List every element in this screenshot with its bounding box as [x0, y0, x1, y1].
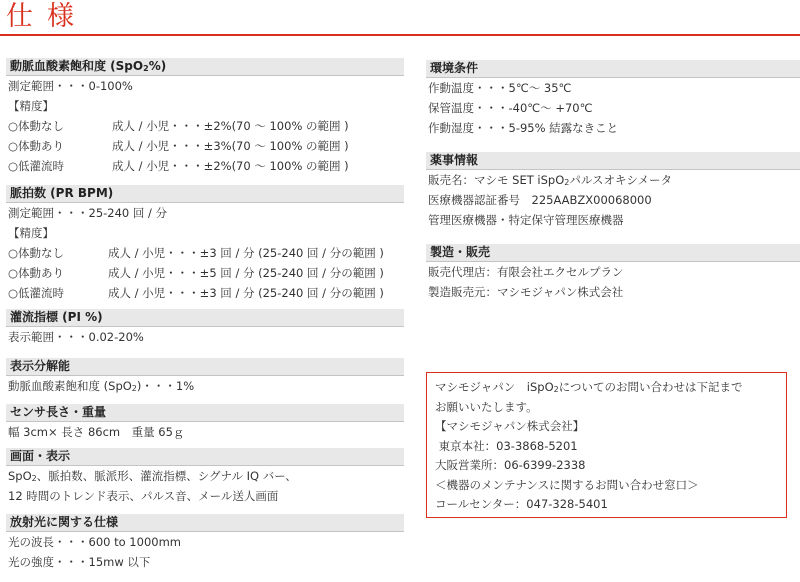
spo2-row: ○体動あり 成人 / 小児・・・±3%(70 〜 100% の範囲 ) [8, 139, 349, 153]
sales-row: 販売代理店：有限会社エクセルプラン [428, 265, 624, 279]
pi-range: 表示範囲・・・0.02-20% [8, 330, 144, 344]
section-heading-pharma: 薬事情報 [426, 152, 800, 170]
display-row: SpO$_2$、脈拍数、脈派形、灌流指標、シグナル IQ バー、 [8, 469, 297, 483]
environment-row: 作動湿度・・・5-95% 結露なきこと [428, 121, 619, 135]
section-heading-sensor: センサ長さ・重量 [6, 404, 404, 422]
radiation-row: 光の強度・・・15mw 以下 [8, 555, 151, 569]
section-heading-radiation: 放射光に関する仕様 [6, 514, 404, 532]
sensor-row: 幅 3cm× 長さ 86cm 重量 65ｇ [8, 425, 185, 439]
environment-row: 保管温度・・・-40℃〜 +70℃ [428, 101, 593, 115]
spo2-row: ○体動なし 成人 / 小児・・・±2%(70 〜 100% の範囲 ) [8, 119, 349, 133]
contact-phone-osaka: 大阪営業所：06-6399-2338 [435, 458, 586, 472]
contact-phone-callcenter: コールセンター：047-328-5401 [435, 497, 608, 511]
contact-phone-tokyo: 東京本社：03-3868-5201 [435, 438, 578, 453]
section-heading-spo2: 動脈血酸素飽和度 (SpO$_2$%) [6, 58, 404, 76]
pharma-row: 販売名：マシモ SET iSpO$_2$パルスオキシメータ [428, 173, 673, 187]
section-heading-display: 画面・表示 [6, 448, 404, 466]
sales-row: 製造販売元：マシモジャパン株式会社 [428, 285, 624, 299]
pharma-row: 管理医療機器・特定保守管理医療機器 [428, 213, 624, 227]
contact-line: お願いいたします。 [435, 399, 538, 414]
title-rule [0, 34, 800, 36]
section-heading-environment: 環境条件 [426, 60, 800, 78]
section-heading-resolution: 表示分解能 [6, 358, 404, 376]
section-heading-pr: 脈拍数 (PR BPM) [6, 185, 404, 203]
spo2-row: ○低灌流時 成人 / 小児・・・±2%(70 〜 100% の範囲 ) [8, 159, 349, 173]
pr-range: 測定範囲・・・25-240 回 / 分 [8, 206, 168, 220]
radiation-row: 光の波長・・・600 to 1000mm [8, 535, 181, 549]
contact-line: ＜機器のメンテナンスに関するお問い合わせ窓口＞ [435, 477, 699, 492]
contact-box [426, 372, 787, 518]
left-column [6, 58, 404, 572]
pr-row: ○体動あり 成人 / 小児・・・±5 回 / 分 (25-240 回 / 分の範囲 ) [8, 266, 384, 280]
contact-line: 【マシモジャパン株式会社】 [435, 419, 585, 433]
section-heading-pi: 灌流指標 (PI %) [6, 309, 404, 327]
pr-row: ○体動なし 成人 / 小児・・・±3 回 / 分 (25-240 回 / 分の範囲 ) [8, 246, 384, 260]
pr-row: ○低灌流時 成人 / 小児・・・±3 回 / 分 (25-240 回 / 分の範囲 ) [8, 286, 384, 300]
contact-line: マシモジャパン iSpO$_2$についてのお問い合わせは下記まで [435, 380, 743, 394]
display-row: 12 時間のトレンド表示、パルス音、メール送人画面 [8, 489, 279, 503]
pharma-row: 医療機器認証番号 225AABZX00068000 [428, 193, 652, 207]
spo2-accuracy-label: 【精度】 [8, 99, 54, 113]
section-heading-sales: 製造・販売 [426, 244, 800, 262]
page-title: 仕様 [6, 1, 88, 32]
spo2-range: 測定範囲・・・0-100% [8, 79, 133, 93]
environment-row: 作動温度・・・5℃〜 35℃ [428, 81, 572, 95]
resolution-row: 動脈血酸素飽和度 (SpO$_2$)・・・1% [8, 379, 195, 393]
pr-accuracy-label: 【精度】 [8, 226, 54, 240]
right-column [426, 60, 800, 302]
